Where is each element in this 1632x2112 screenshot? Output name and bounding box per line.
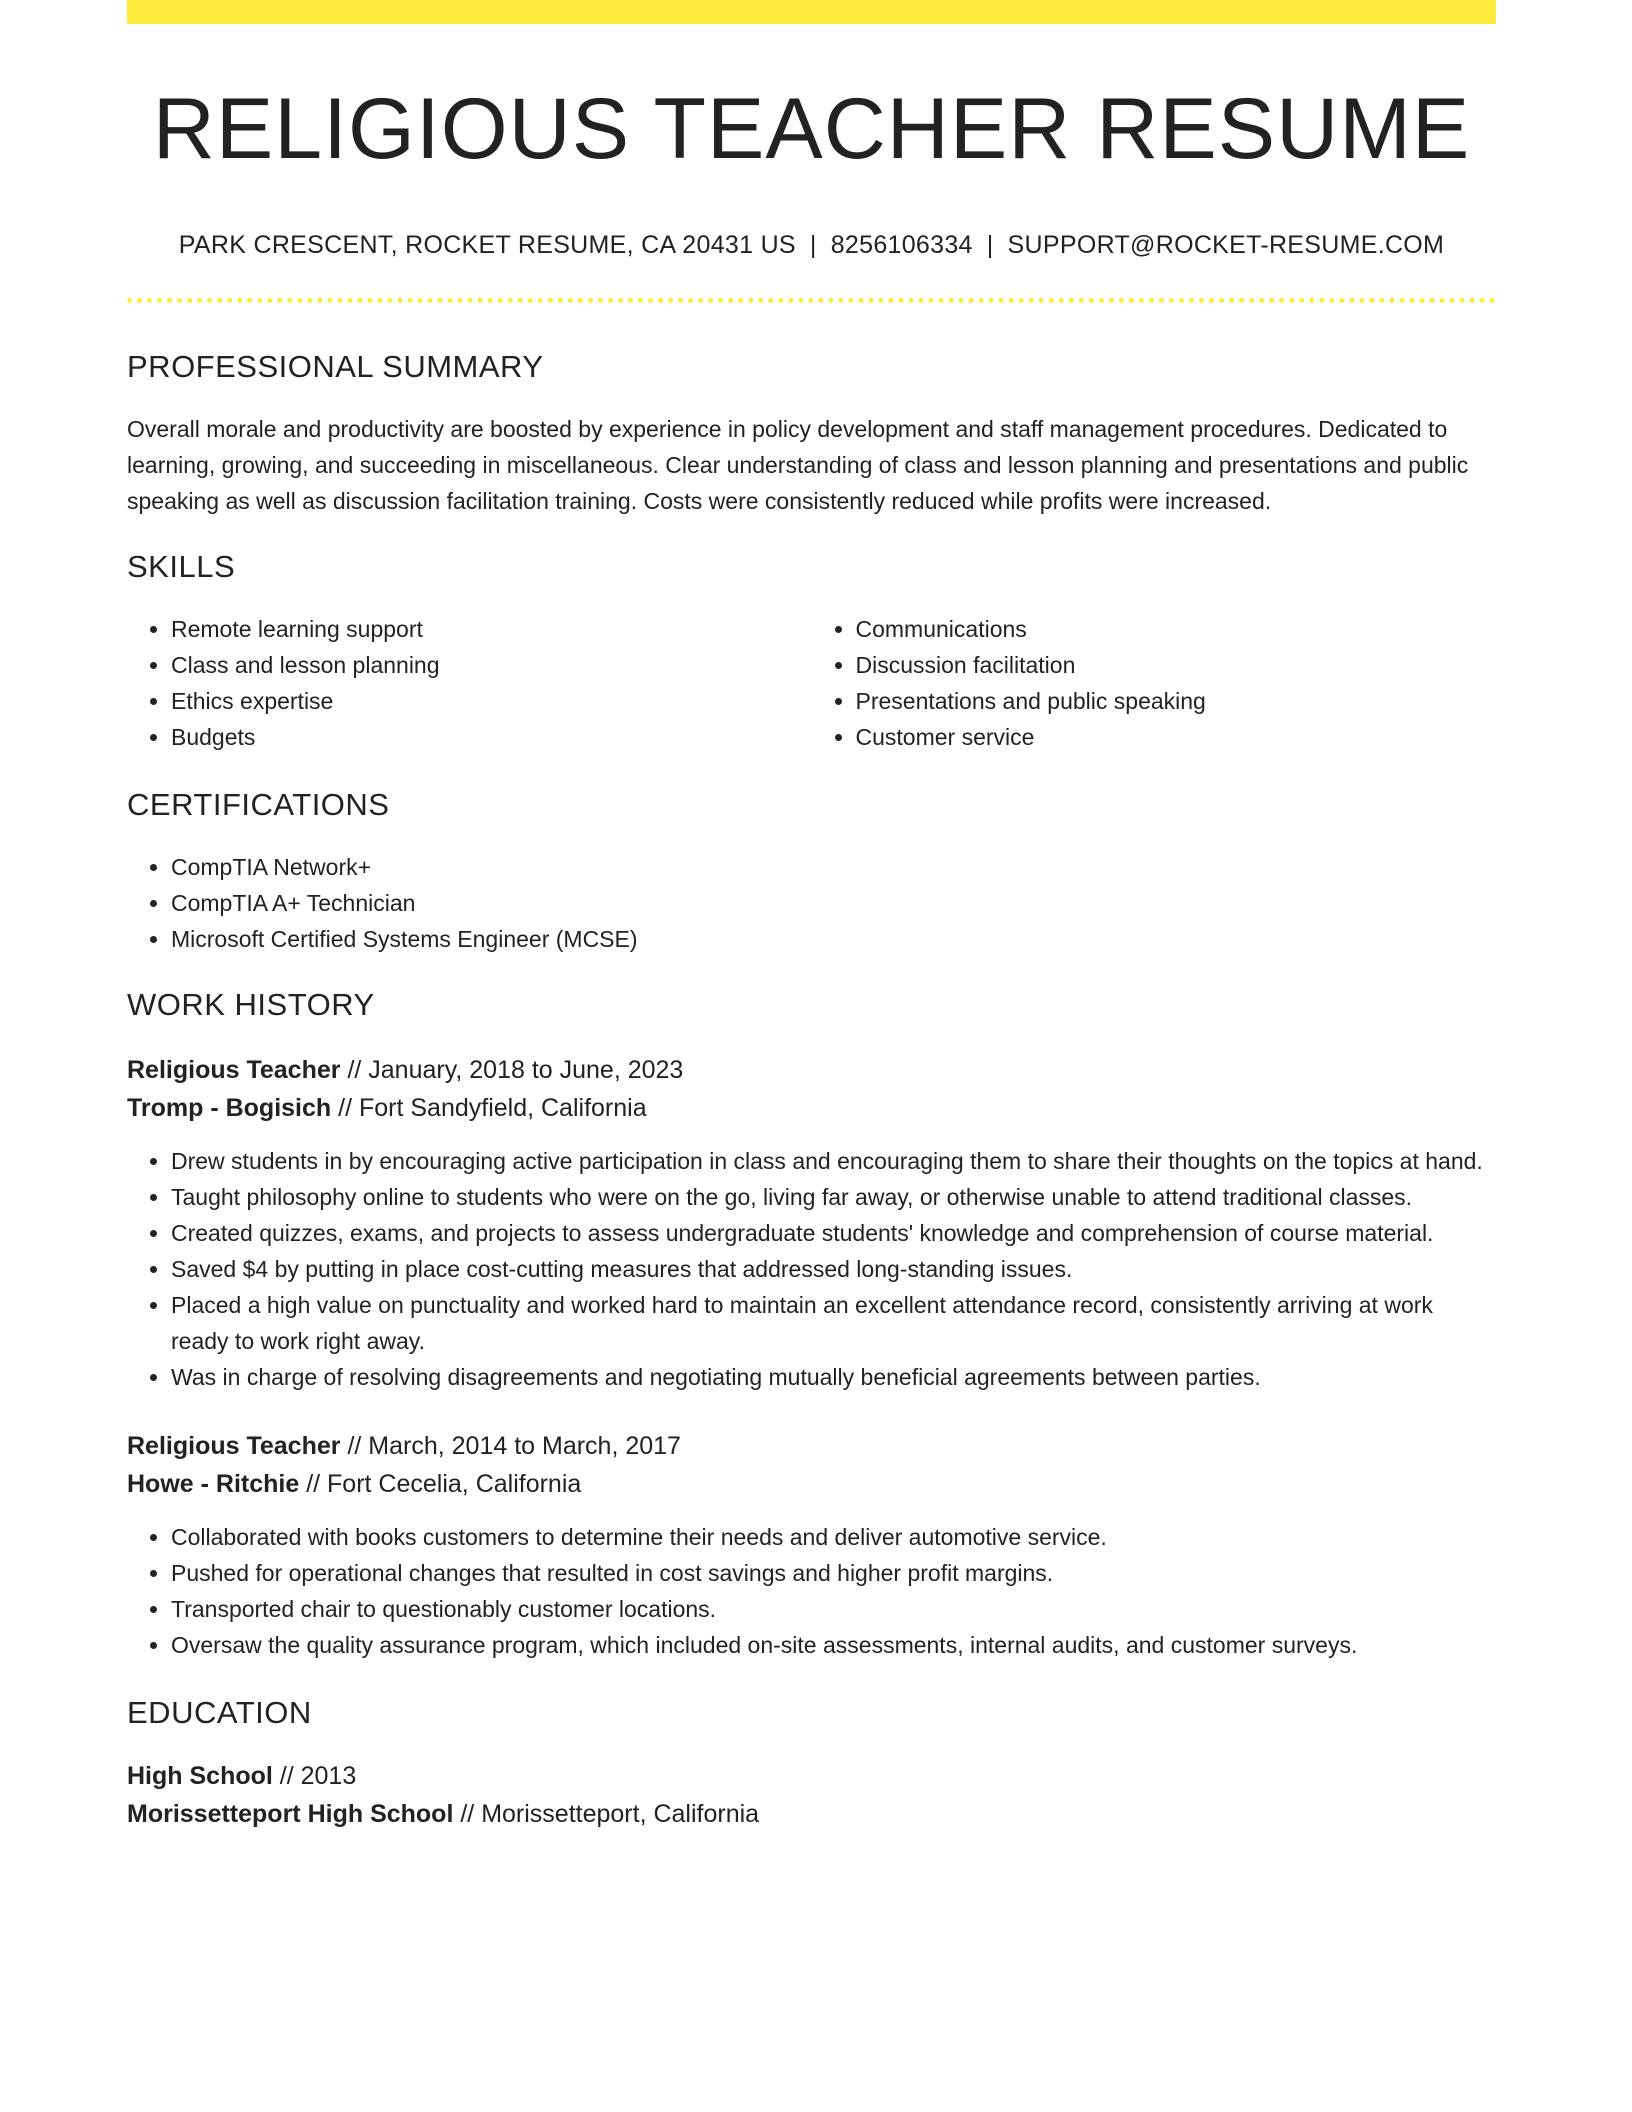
certification-item: • CompTIA Network+ [171, 849, 1496, 885]
education-degree: High School [127, 1761, 273, 1790]
job-bullet: • Was in charge of resolving disagreements and negotiating mutually beneficial agreements between parties. [171, 1359, 1496, 1395]
skill-item: • Class and lesson planning [171, 647, 812, 683]
certification-item: • CompTIA A+ Technician [171, 885, 1496, 921]
job-location: // Fort Cecelia, California [299, 1469, 582, 1498]
certification-item: • Microsoft Certified Systems Engineer (MCSE) [171, 921, 1496, 957]
job-company-line [127, 1465, 1496, 1503]
job-bullets [127, 1143, 1496, 1395]
job-dates: // March, 2014 to March, 2017 [340, 1431, 681, 1460]
job-company: Howe - Ritchie [127, 1469, 300, 1498]
contact-address: PARK CRESCENT, ROCKET RESUME, CA 20431 US [178, 230, 796, 259]
resume-title: RELIGIOUS TEACHER RESUME [152, 81, 1471, 177]
education-entry [127, 1757, 1496, 1833]
skill-item: • Communications [856, 611, 1497, 647]
summary-text: Overall morale and productivity are boosted by experience in policy development and staff management procedures. Dedicated to learning, growing, and succeeding in miscellaneous. Clear understanding of class and lesson planning and presentations and public speaking as well as discussion facilitation training. Costs were consistently reduced while profits were increased. [127, 415, 1469, 514]
job-location: // Fort Sandyfield, California [331, 1093, 647, 1122]
contact-separator: | [809, 230, 817, 259]
dotted-divider [127, 298, 1496, 303]
skills-list-left [127, 611, 812, 755]
education-degree-line [127, 1757, 1496, 1795]
skill-item: • Ethics expertise [171, 683, 812, 719]
job-header [127, 1051, 1496, 1127]
certifications-heading: CERTIFICATIONS [127, 786, 390, 822]
skill-item: • Presentations and public speaking [856, 683, 1497, 719]
contact-email: SUPPORT@ROCKET-RESUME.COM [1007, 230, 1445, 259]
job-role: Religious Teacher [127, 1431, 341, 1460]
contact-phone: 8256106334 [830, 230, 973, 259]
certifications-list [127, 849, 1496, 957]
job-company-line [127, 1089, 1496, 1127]
job-header [127, 1427, 1496, 1503]
education-location: // Morissetteport, California [453, 1799, 760, 1828]
summary-heading: PROFESSIONAL SUMMARY [127, 348, 544, 384]
top-accent-bar [127, 0, 1496, 24]
job-company: Tromp - Bogisich [127, 1093, 332, 1122]
job-bullet: • Taught philosophy online to students who were on the go, living far away, or otherwise unable to attend traditional classes. [171, 1179, 1496, 1215]
job-role: Religious Teacher [127, 1055, 341, 1084]
job-bullet: • Drew students in by encouraging active participation in class and encouraging them to share their thoughts on the topics at hand. [171, 1143, 1496, 1179]
job-bullet: • Pushed for operational changes that resulted in cost savings and higher profit margins. [171, 1555, 1496, 1591]
education-year: // 2013 [272, 1761, 357, 1790]
job-bullet: • Oversaw the quality assurance program, which included on-site assessments, internal audits, and customer surveys. [171, 1627, 1496, 1663]
work-history-heading: WORK HISTORY [127, 986, 375, 1022]
job-dates: // January, 2018 to June, 2023 [340, 1055, 684, 1084]
resume-page [127, 0, 1496, 1833]
education-school: Morissetteport High School [127, 1799, 454, 1828]
skill-item: • Budgets [171, 719, 812, 755]
contact-separator: | [986, 230, 994, 259]
job-role-line [127, 1427, 1496, 1465]
job-bullet: • Created quizzes, exams, and projects to assess undergraduate students' knowledge and comprehension of course material. [171, 1215, 1496, 1251]
skills-heading: SKILLS [127, 548, 236, 584]
skill-item: • Discussion facilitation [856, 647, 1497, 683]
skills-grid [127, 611, 1496, 755]
contact-line [127, 231, 1496, 260]
job-bullet: • Placed a high value on punctuality and worked hard to maintain an excellent attendance record, consistently arriving at work ready to work right away. [171, 1287, 1496, 1359]
skill-item: • Customer service [856, 719, 1497, 755]
education-heading: EDUCATION [127, 1694, 312, 1730]
education-school-line [127, 1795, 1496, 1833]
job-bullet: • Collaborated with books customers to determine their needs and deliver automotive service. [171, 1519, 1496, 1555]
job-role-line [127, 1051, 1496, 1089]
job-bullet: • Saved $4 by putting in place cost-cutting measures that addressed long-standing issues. [171, 1251, 1496, 1287]
skills-list-right [812, 611, 1497, 755]
job-bullet: • Transported chair to questionably customer locations. [171, 1591, 1496, 1627]
job-bullets [127, 1519, 1496, 1663]
skill-item: • Remote learning support [171, 611, 812, 647]
